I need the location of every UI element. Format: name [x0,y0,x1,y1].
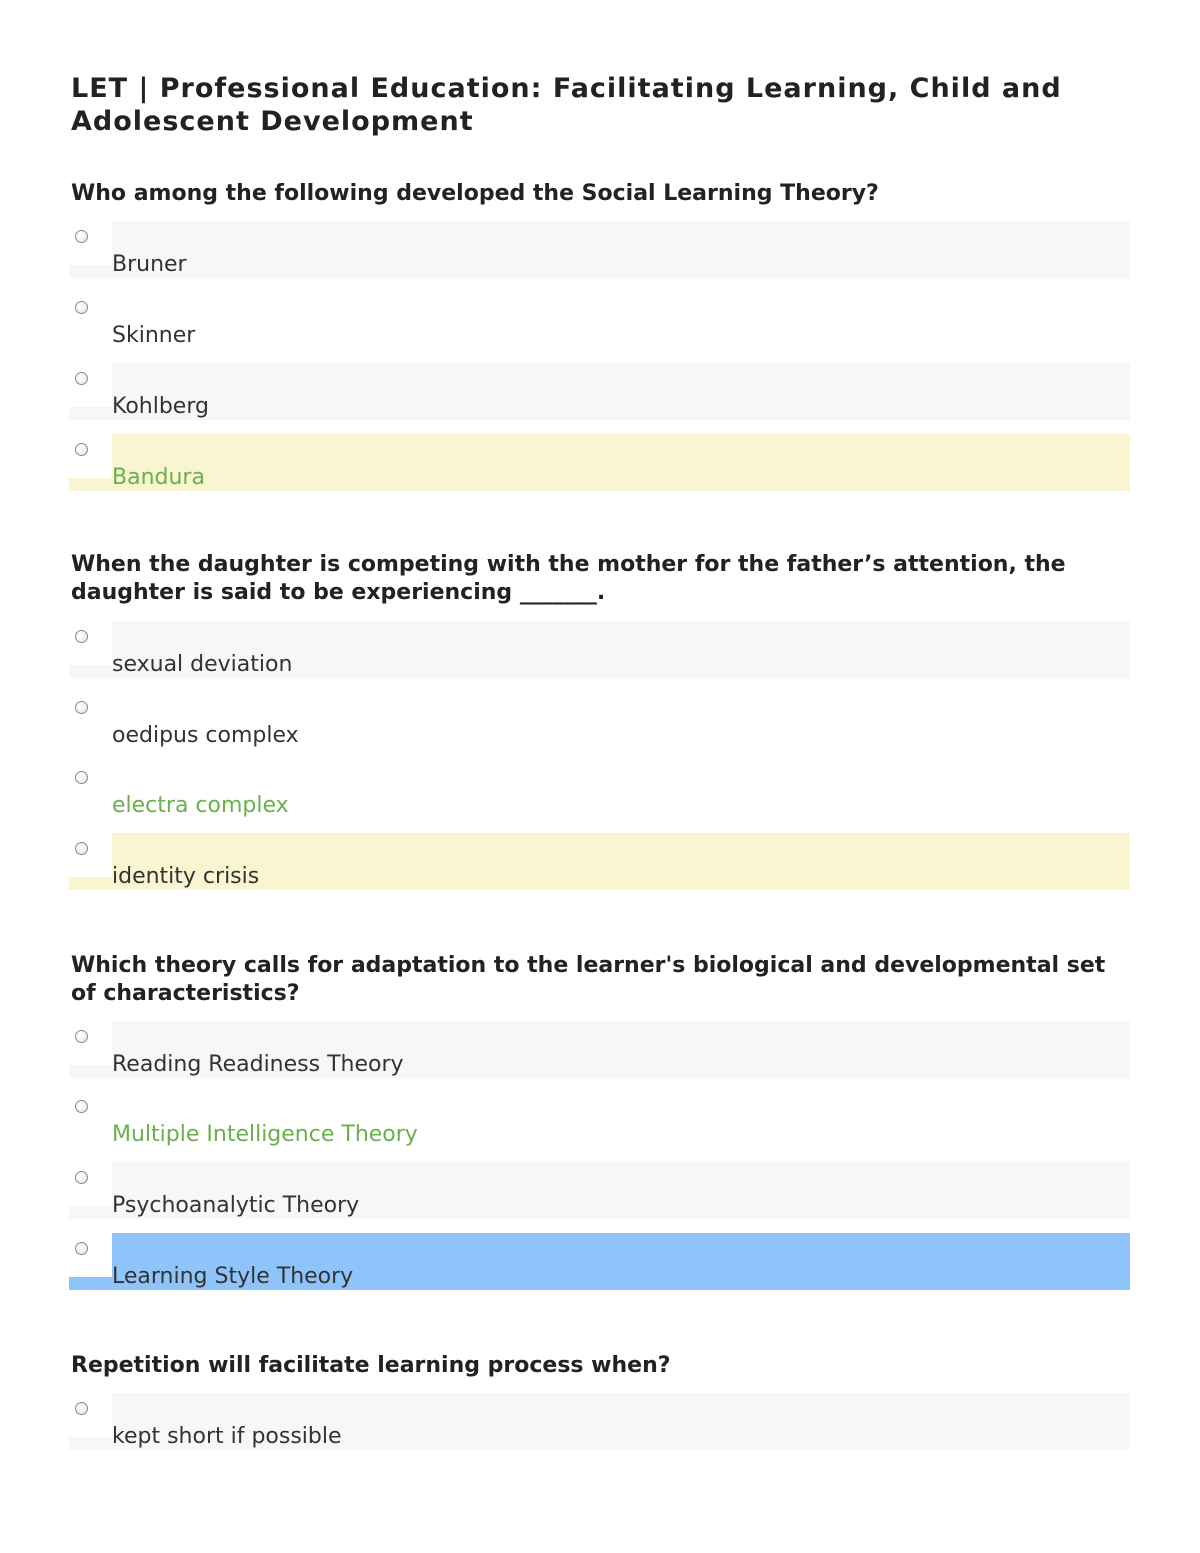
radio-button[interactable] [75,630,88,643]
q4-option-1[interactable] [69,1393,1130,1450]
option-label: Bruner [112,252,187,277]
option-label: Learning Style Theory [112,1264,354,1289]
option-label: Kohlberg [112,394,209,419]
radio-button[interactable] [75,1242,88,1255]
radio-button[interactable] [75,301,88,314]
option-label: Reading Readiness Theory [112,1052,404,1077]
radio-button[interactable] [75,1030,88,1043]
q1-option-3[interactable] [69,363,1130,420]
radio-button[interactable] [75,701,88,714]
question-4: Repetition will facilitate learning process when? [71,1353,671,1378]
option-label: Psychoanalytic Theory [112,1193,360,1218]
option-strip [69,1206,112,1219]
option-strip [69,407,112,420]
option-label: sexual deviation [112,652,293,677]
q3-option-1[interactable] [69,1021,1130,1078]
radio-button[interactable] [75,1402,88,1415]
radio-button[interactable] [75,1100,88,1113]
option-label: electra complex [112,793,289,818]
q1-option-4[interactable] [69,434,1130,491]
option-label: identity crisis [112,864,260,889]
radio-button[interactable] [75,842,88,855]
q1-option-1[interactable] [69,221,1130,278]
question-3: Which theory calls for adaptation to the learner's biological and developmental set of characteristics? [71,953,1106,1006]
radio-button[interactable] [75,771,88,784]
option-label: Multiple Intelligence Theory [112,1122,418,1147]
question-1: Who among the following developed the Social Learning Theory? [71,181,879,206]
q2-option-3[interactable] [69,762,1130,819]
option-label: Bandura [112,465,205,490]
page-title: LET | Professional Education: Facilitating Learning, Child and Adolescent Development [71,73,1062,137]
q2-option-2[interactable] [69,692,1130,749]
option-label: Skinner [112,323,196,348]
option-strip [69,665,112,678]
option-strip [69,478,112,491]
q3-option-3[interactable] [69,1162,1130,1219]
option-background [112,833,1130,890]
radio-button[interactable] [75,1171,88,1184]
q3-option-4[interactable] [69,1233,1130,1290]
option-strip [69,1437,112,1450]
option-label: kept short if possible [112,1424,342,1449]
option-strip [69,1065,112,1078]
q3-option-2[interactable] [69,1091,1130,1148]
q1-option-2[interactable] [69,292,1130,349]
q2-option-1[interactable] [69,621,1130,678]
option-background [112,363,1130,420]
question-2: When the daughter is competing with the mother for the father’s attention, the daughter is said to be experiencing _______. [71,552,1066,605]
radio-button[interactable] [75,443,88,456]
option-strip [69,1277,112,1290]
option-label: oedipus complex [112,723,299,748]
radio-button[interactable] [75,372,88,385]
q2-option-4[interactable] [69,833,1130,890]
option-background [112,434,1130,491]
option-strip [69,877,112,890]
option-strip [69,265,112,278]
radio-button[interactable] [75,230,88,243]
option-background [112,221,1130,278]
